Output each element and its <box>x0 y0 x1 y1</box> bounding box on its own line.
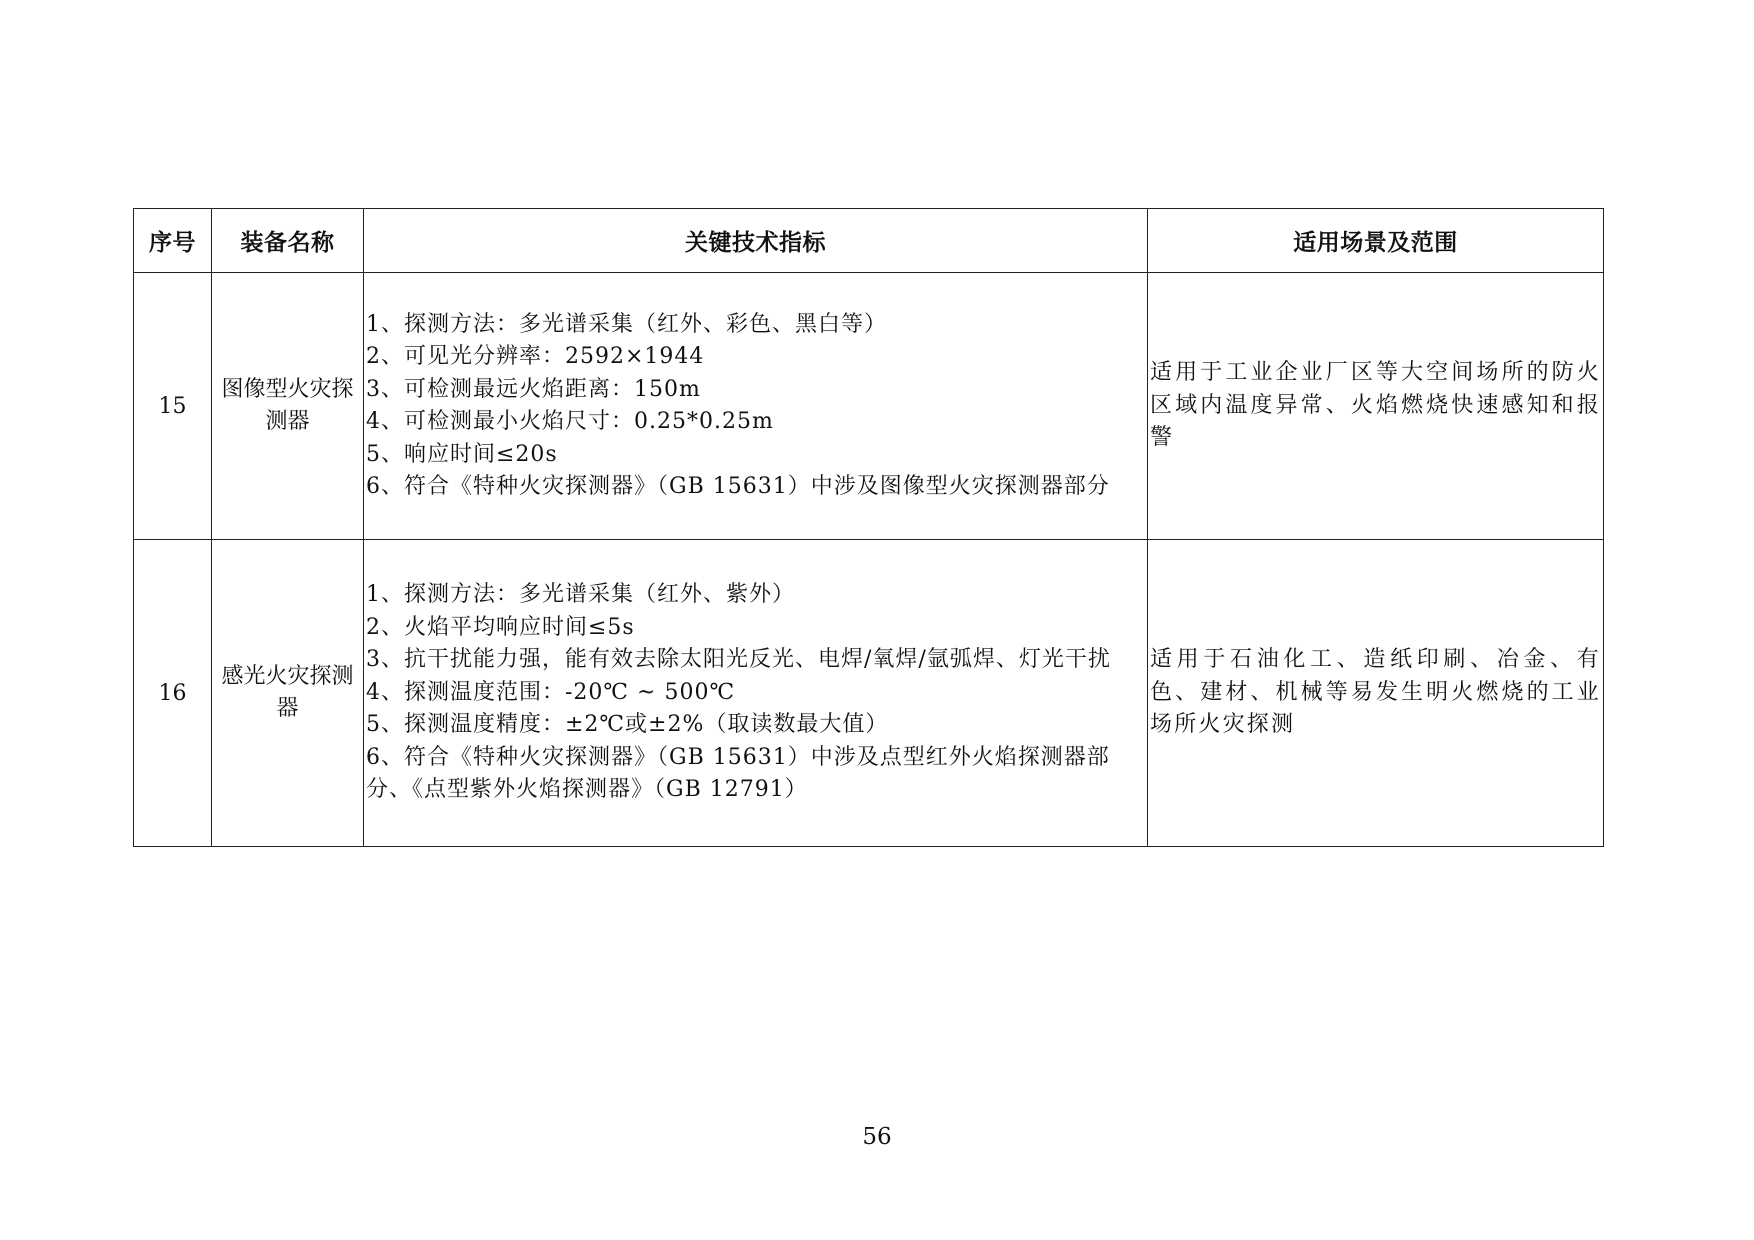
row-number: 15 <box>134 273 212 540</box>
table-row <box>134 540 1604 847</box>
spec-item: 1、探测方法：多光谱采集（红外、彩色、黑白等） <box>366 311 887 337</box>
spec-item: 6、符合《特种火灾探测器》（GB 15631）中涉及点型红外火焰探测器部分、《点型紫外火焰探测器》（GB 12791） <box>366 744 1110 803</box>
spec-item: 4、探测温度范围：-20℃ ~ 500℃ <box>366 679 736 705</box>
header-no: 序号 <box>134 209 212 273</box>
equipment-name: 感光火灾探测器 <box>212 540 364 847</box>
header-scope: 适用场景及范围 <box>1148 209 1604 273</box>
table-header-row <box>134 209 1604 273</box>
spec-item: 3、抗干扰能力强，能有效去除太阳光反光、电焊/氧焊/氩弧焊、灯光干扰 <box>366 647 1111 673</box>
header-name: 装备名称 <box>212 209 364 273</box>
equipment-name: 图像型火灾探测器 <box>212 273 364 540</box>
equipment-table-container <box>133 208 1603 847</box>
spec-item: 2、火焰平均响应时间≤5s <box>366 614 635 640</box>
spec-item: 5、探测温度精度：±2℃或±2%（取读数最大值） <box>366 712 889 738</box>
spec-item: 6、符合《特种火灾探测器》（GB 15631）中涉及图像型火灾探测器部分 <box>366 474 1110 499</box>
spec-item: 1、探测方法：多光谱采集（红外、紫外） <box>366 582 795 608</box>
spec-item: 4、可检测最小火焰尺寸：0.25*0.25m <box>366 409 774 434</box>
scope-text: 适用于工业企业厂区等大空间场所的防火区域内温度异常、火焰燃烧快速感知和报警 <box>1150 360 1601 451</box>
equipment-spec-table <box>133 208 1604 847</box>
header-spec: 关键技术指标 <box>364 209 1148 273</box>
scope-text: 适用于石油化工、造纸印刷、冶金、有色、建材、机械等易发生明火燃烧的工业场所火灾探测 <box>1150 647 1601 738</box>
scope-cell <box>1148 273 1604 540</box>
spec-item: 3、可检测最远火焰距离：150m <box>366 376 701 402</box>
row-number: 16 <box>134 540 212 847</box>
spec-item: 5、响应时间≤20s <box>366 441 558 467</box>
page-number: 56 <box>862 1124 892 1150</box>
spec-list <box>364 540 1148 847</box>
table-row <box>134 273 1604 540</box>
scope-cell <box>1148 540 1604 847</box>
spec-list <box>364 273 1148 540</box>
spec-item: 2、可见光分辨率：2592×1944 <box>366 344 705 369</box>
